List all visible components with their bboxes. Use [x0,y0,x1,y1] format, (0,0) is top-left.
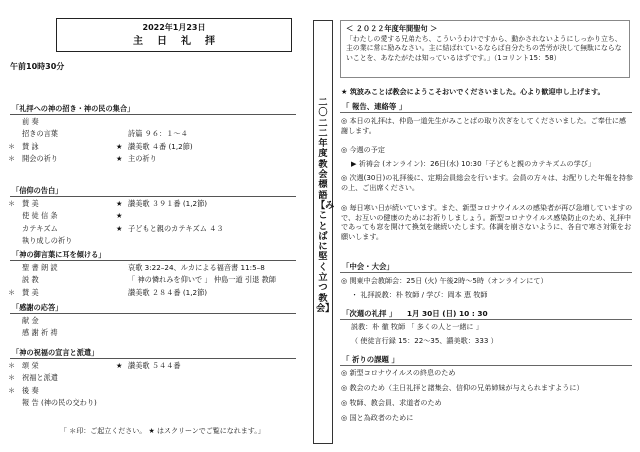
section-heading: 「感謝の応答」 [12,303,63,312]
order-item-label: 賛 詠 [22,141,39,151]
section-heading: 「神の御言葉に耳を傾ける」 [12,250,106,259]
report-item: ▶ 祈祷会 (オンライン)：26日(水) 10:30「子どもと親のカテキズムの学び」 [351,159,595,168]
order-item-label: 献 金 [22,316,39,325]
prayer-item: ◎ 牧師、教会員、求道者のため [341,398,442,407]
order-item-label: 後 奏 [22,385,39,395]
screen-mark: ★ [116,154,123,164]
order-item-label: 説 教 [22,275,39,285]
report-item: ◎ 次週(30日)の礼拝後に、定期会員総会を行います。会員の方々は、お配りした年報を持参の上、ご出席ください。 [341,173,633,192]
section-rule [10,114,296,115]
order-item-content: 詩篇 ９６：１～４ [128,129,188,139]
order-item-label: 頌 栄 [22,361,39,370]
report-item: ◎ 本日の礼拝は、仲島一道先生がみことばの取り次ぎをしてくださいました。ご奉仕に感謝します。 [341,116,627,135]
order-row [8,211,308,222]
standing-mark: ＊ [8,154,16,164]
screen-mark: ★ [116,211,123,221]
next-week-readings: （ 使徒言行録 15：22～35、讃美歌：333 ） [351,336,498,345]
service-name: 主日礼拝 [133,36,229,47]
order-row [8,288,308,299]
order-item-label: 報 告 (神の民の交わり) [22,398,97,408]
annual-verse-body: 「わたしの愛する兄弟たち、こういうわけですから、動かされないようにしっかり立ち、主の業に常に励みなさい。主に結ばれているならば自分たちの苦労が決して無駄にならないことを、あなたがたは知っているはずです。」（1コリント15：58） [346,35,622,62]
standing-mark: ＊ [8,287,16,297]
prayer-rule [340,365,632,366]
section-heading: 「神の祝福の宣言と派遣」 [12,348,99,357]
next-week-rule [340,319,632,320]
meeting-item: ◎ 関東中会教師会：25日 (火) 午後2時～5時（オンラインにて） [341,276,548,285]
next-week-sermon: 説教：朴 徹 牧師 「 多くの人と一緒に 」 [351,322,483,331]
screen-mark: ★ [116,141,123,151]
report-item: ◎ 毎日寒い日が続いています。また、新型コロナウイルスの感染者が再び急増していますので、お互いの健康のためにお祈りしましょう。新型コロナウイルス感染防止のため、礼拝中であっても窓を開けて換気を継続いたします。体調を崩さないように、各自で寒さ対策をお願いします。 [341,203,633,241]
order-item-content: 子どもと親のカテキズム ４３ [128,223,224,233]
standing-mark: ＊ [8,361,16,370]
church-motto-vertical: 二〇二二年度 教会標語 【みことばに堅く立つ教会】 [316,97,335,314]
service-title-box [56,18,292,52]
order-item-label: 開会の祈り [22,154,58,164]
order-item-content: 「 神の憐れみを仰いで 」 仲島一道 引退 教師 [128,275,276,285]
prayer-item: ◎ 新型コロナウイルスの終息のため [341,368,456,377]
order-row [8,199,308,210]
order-item-label: 使 徒 信 条 [22,211,58,221]
order-item-content: 哀歌 3:22–24、ルカによる福音書 11:5–8 [128,263,265,272]
order-item-content: 讃美歌 ３９１番 (1,2節) [128,199,208,208]
prayer-heading: 「 祈りの課題 」 [342,355,399,364]
order-item-content: 讃美歌 ４番 (1,2節) [128,141,193,151]
order-row [8,142,308,153]
screen-mark: ★ [116,361,123,370]
section-rule [10,196,296,197]
service-date: 2022年1月23日 [142,23,206,32]
meeting-item: ・ 礼拝説教：朴 牧師 / 学び：岡本 恵 牧師 [351,290,488,299]
welcome-message: ★ 筑波みことば教会にようこそおいでくださいました。心より歓迎申し上げます。 [341,87,605,96]
order-item-label: 招きの言葉 [22,129,58,139]
section-rule [10,313,296,314]
standing-mark: ＊ [8,373,16,383]
standing-mark: ＊ [8,199,16,208]
order-item-content: 主の祈り [128,154,157,164]
standing-mark: ＊ [8,385,16,395]
order-item-label: カテキズム [22,223,58,233]
order-item-label: 感 謝 祈 祷 [22,328,58,338]
footnote: 「 ＊印：ご起立ください。 ★ はスクリーンでご覧になれます。」 [60,427,265,435]
meetings-rule [340,272,632,273]
order-row [8,263,308,274]
order-item-content: 讃美歌 ２８４番 (1,2節) [128,287,208,297]
section-heading: 「礼拝への神の招き・神の民の集合」 [12,104,135,113]
order-row [8,154,308,165]
reports-heading: 「 報告、連絡等 」 [342,102,407,111]
screen-mark: ★ [116,223,123,233]
prayer-item: ◎ 国と為政者のために [341,413,414,422]
screen-mark: ★ [116,199,123,208]
reports-rule [340,112,632,113]
order-row [8,129,308,140]
order-item-label: 賛 美 [22,199,39,208]
start-time: 午前10時30分 [10,62,65,71]
next-week-heading [342,309,488,318]
annual-verse-box [340,20,630,78]
order-row [8,386,308,397]
section-heading: 「信仰の告白」 [12,186,63,195]
order-item-content: 讃美歌 ５４４番 [128,361,181,370]
order-item-label: 前 奏 [22,117,39,126]
meetings-heading: 「中会・大会」 [342,262,394,271]
report-item: ◎ 今週の予定 [341,145,385,154]
order-row [8,117,308,128]
order-item-label: 祝福と派遣 [22,373,58,383]
order-row [8,373,308,384]
order-row [8,398,308,409]
prayer-item: ◎ 教会のため（主日礼拝と諸集会、信仰の兄弟姉妹が与えられますように） [341,383,584,392]
order-row [8,316,308,327]
order-row [8,328,308,339]
order-row [8,224,308,235]
order-row [8,361,308,372]
next-week-label: 「次週の礼拝 」 [342,309,397,318]
standing-mark: ＊ [8,141,16,151]
order-item-label: 執り成しの祈り [22,236,73,246]
order-item-label: 聖 書 朗 読 [22,263,58,272]
annual-verse-title: ＜ ２０２２年度年間聖句 ＞ [346,24,438,33]
order-item-label: 賛 美 [22,287,39,297]
order-row [8,236,308,247]
next-week-datetime: 1月 30日 (日) 10 : 30 [406,309,488,318]
section-rule [10,260,296,261]
section-rule [10,358,296,359]
order-row [8,275,308,286]
